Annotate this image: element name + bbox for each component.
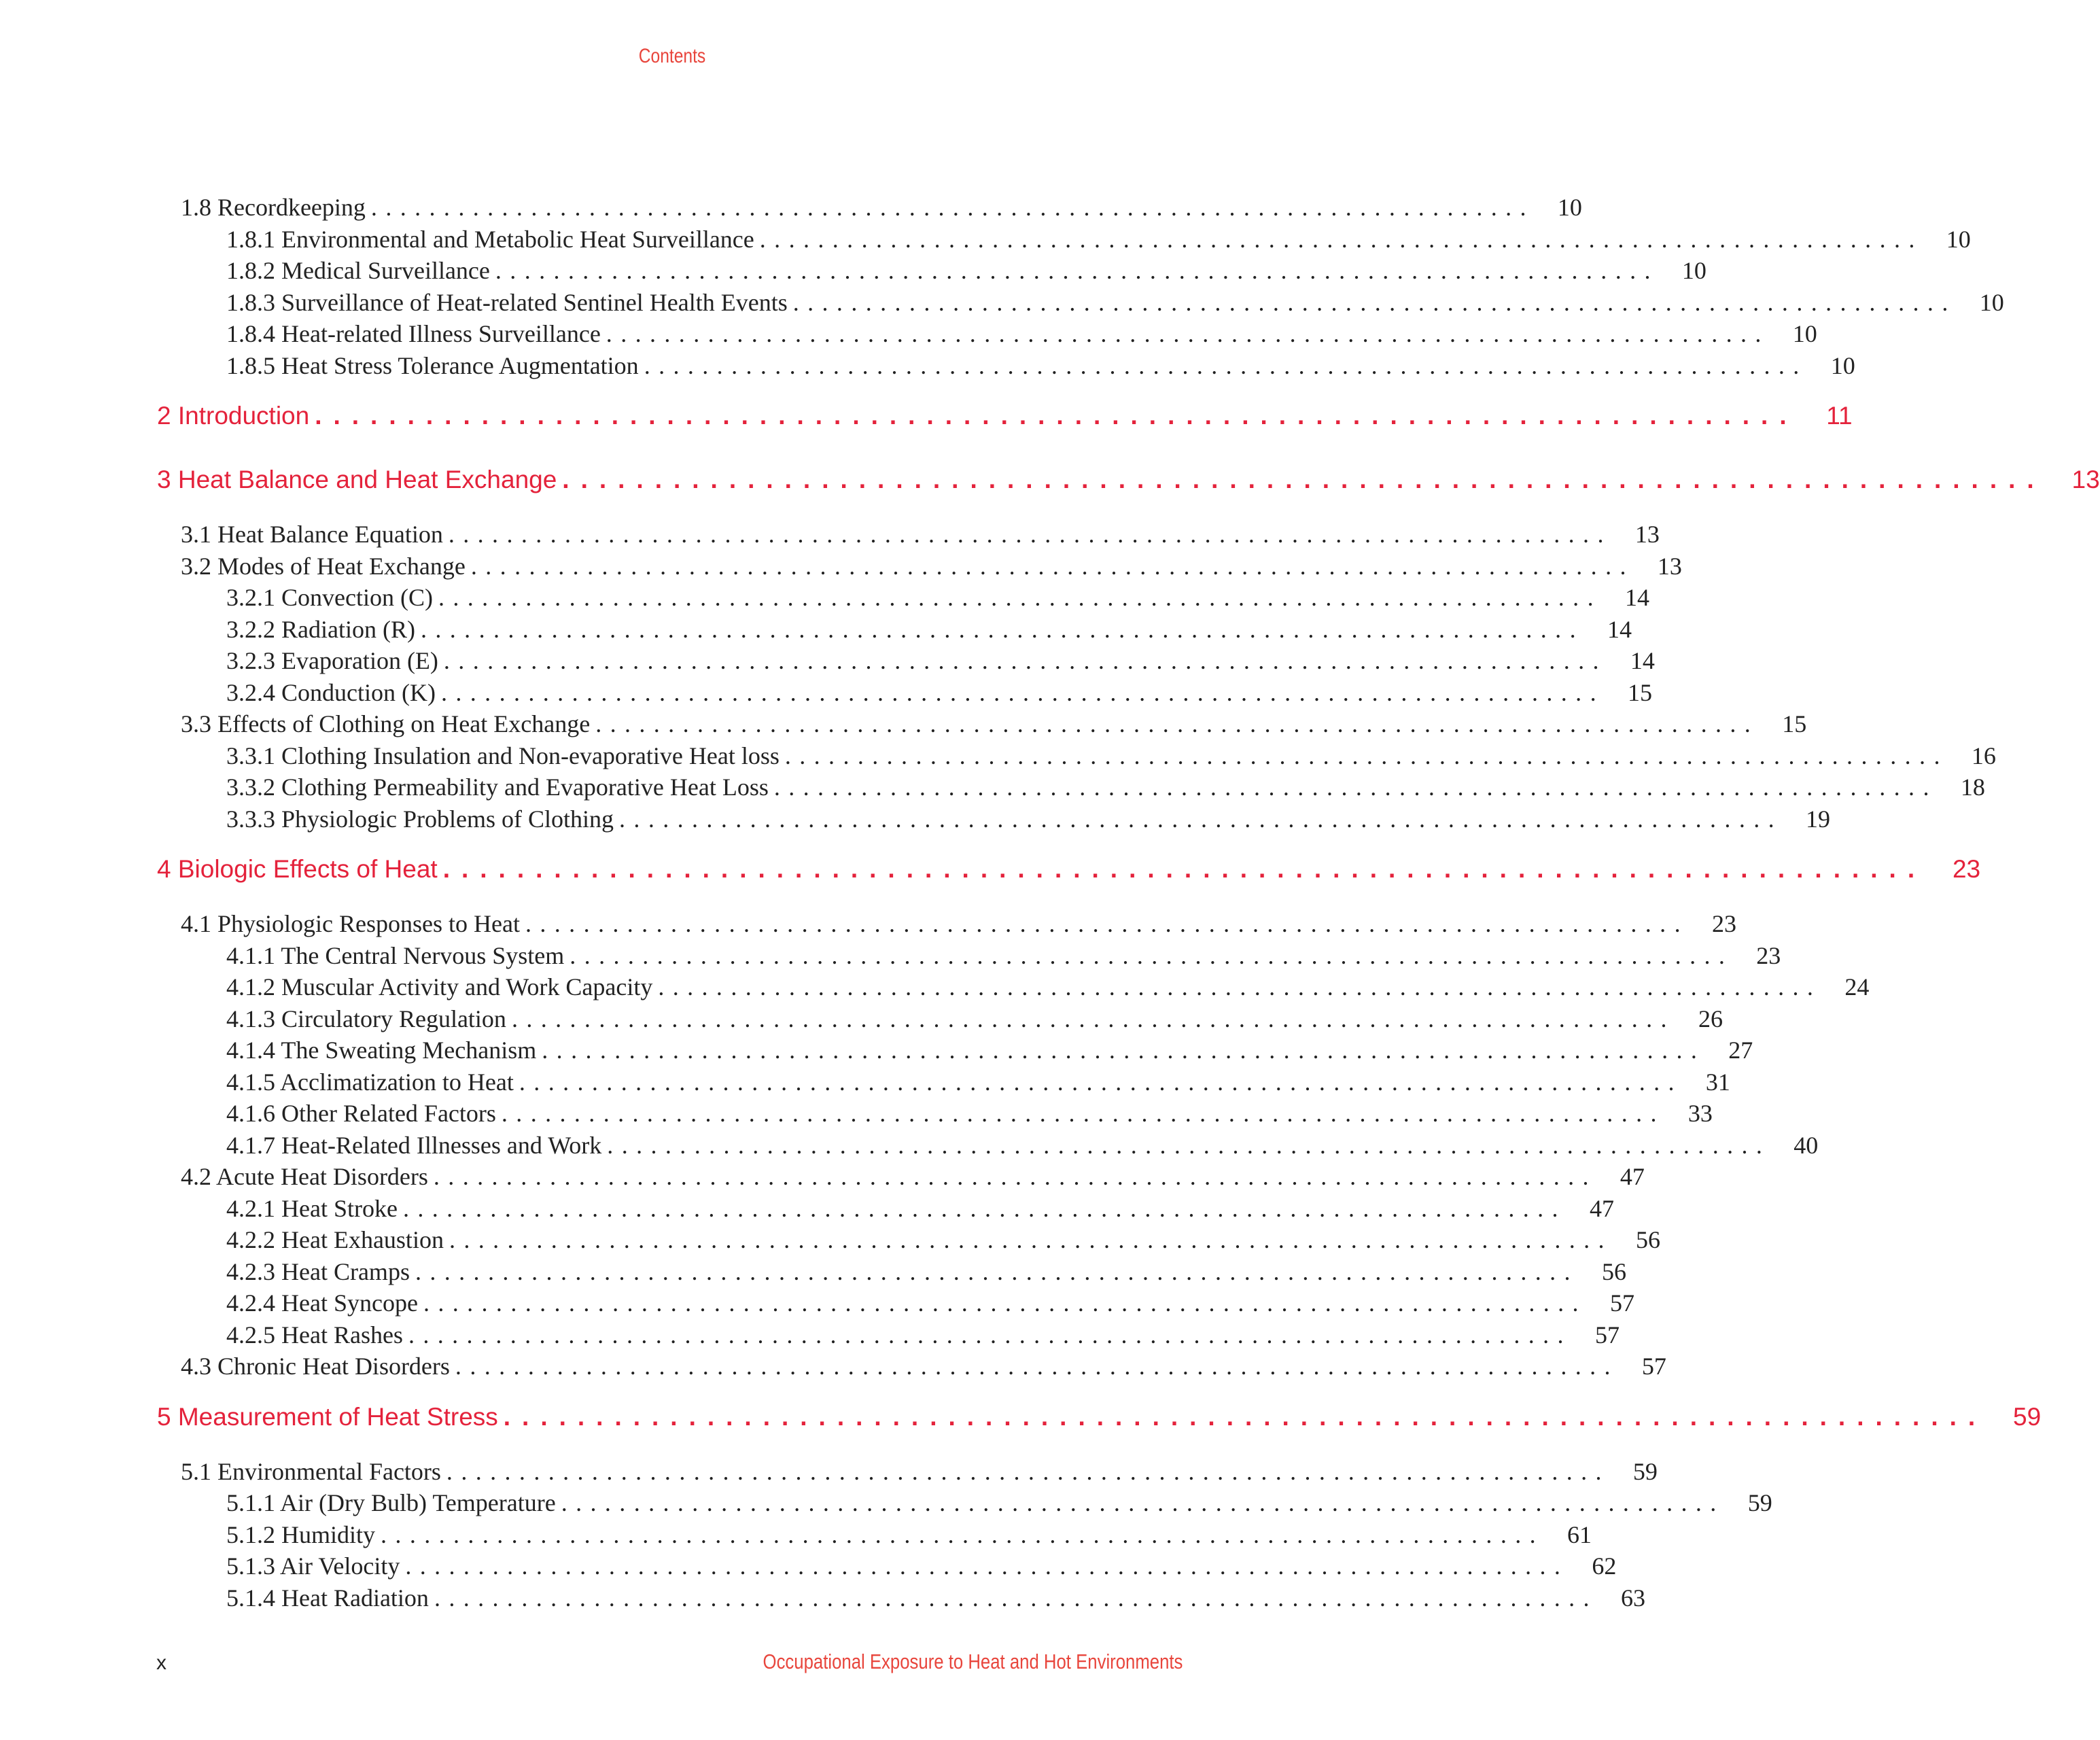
toc-entry[interactable]	[226, 773, 1985, 803]
toc-entry-title: 4.2.4 Heat Syncope	[226, 1289, 418, 1317]
toc-entry[interactable]	[226, 1552, 1617, 1582]
toc-entry-page: 61	[1567, 1520, 1592, 1548]
toc-chapter-entry[interactable]	[157, 466, 2100, 501]
toc-entry[interactable]	[226, 1194, 1614, 1224]
toc-chapter-entry[interactable]	[157, 1402, 2042, 1438]
dot-leader: ................................................................................	[438, 584, 1602, 611]
dot-leader: ................................................................................	[606, 320, 1770, 347]
toc-entry-page: 14	[1607, 615, 1632, 643]
toc-entry-page: 16	[1971, 742, 1996, 769]
toc-entry-title: 3.1 Heat Balance Equation	[181, 521, 443, 548]
dot-leader: ................................................................................	[525, 910, 1689, 937]
toc-entry-page: 63	[1620, 1584, 1645, 1612]
toc-entry-title: 1.8.1 Environmental and Metabolic Heat Surveillance	[226, 225, 754, 253]
footer-publication-title: Occupational Exposure to Heat and Hot Environments	[763, 1650, 1183, 1673]
toc-entry[interactable]	[226, 1289, 1634, 1319]
dot-leader: ................................................................................	[562, 466, 2046, 493]
toc-entry[interactable]	[181, 1162, 1645, 1192]
toc-chapter-entry[interactable]	[157, 855, 1981, 890]
toc-entry-page: 40	[1793, 1131, 1819, 1159]
toc-entry-page: 23	[1952, 855, 1981, 883]
dot-leader: ................................................................................	[644, 351, 1808, 379]
toc-entry[interactable]	[181, 552, 1682, 582]
dot-leader: ................................................................................	[423, 1289, 1587, 1317]
running-head: Contents	[638, 45, 706, 67]
toc-entry-title: 3.2.4 Conduction (K)	[226, 678, 436, 706]
toc-entry-page: 24	[1844, 973, 1870, 1000]
dot-leader: ................................................................................	[470, 552, 1634, 580]
toc-entry-page: 59	[1747, 1489, 1772, 1516]
toc-entry-page: 57	[1609, 1289, 1634, 1317]
page-number: x	[156, 1652, 167, 1674]
dot-leader: ................................................................................	[561, 1489, 1725, 1516]
dot-leader: ................................................................................	[433, 1163, 1597, 1190]
toc-entry[interactable]	[226, 583, 1649, 613]
toc-entry-page: 47	[1589, 1194, 1614, 1222]
toc-entry-page: 18	[1960, 773, 1985, 801]
toc-entry-page: 15	[1782, 710, 1807, 737]
toc-entry-title: 3.2.1 Convection (C)	[226, 584, 433, 611]
toc-entry-page: 10	[1946, 225, 1971, 253]
toc-entry-title: 1.8.5 Heat Stress Tolerance Augmentation	[226, 351, 639, 379]
toc-entry-page: 23	[1711, 910, 1736, 937]
dot-leader: ................................................................................	[759, 225, 1923, 253]
dot-leader: ................................................................................	[434, 1584, 1598, 1612]
toc-entry-title: 3.3 Effects of Clothing on Heat Exchange	[181, 710, 591, 737]
toc-entry-title: 3.3.3 Physiologic Problems of Clothing	[226, 805, 614, 833]
toc-entry[interactable]	[226, 941, 1781, 971]
dot-leader: ................................................................................	[607, 1131, 1771, 1159]
toc-entry-page: 62	[1592, 1552, 1617, 1580]
toc-entry-title: 1.8 Recordkeeping	[181, 194, 366, 221]
dot-leader: ................................................................................	[792, 288, 1957, 316]
dot-leader: ................................................................................	[408, 1321, 1572, 1348]
toc-entry-title: 3.2.2 Radiation (R)	[226, 615, 415, 643]
toc-entry-title: 4.1.4 The Sweating Mechanism	[226, 1037, 537, 1064]
toc-entry-page: 13	[1657, 552, 1682, 580]
toc-entry[interactable]	[226, 351, 1855, 381]
toc-entry-title: 4.1.1 The Central Nervous System	[226, 941, 565, 969]
dot-leader: ................................................................................	[415, 1257, 1579, 1285]
dot-leader: ................................................................................	[370, 194, 1535, 221]
toc-entry[interactable]	[181, 1352, 1666, 1382]
toc-entry[interactable]	[226, 805, 1831, 835]
toc-entry-title: 4.2.5 Heat Rashes	[226, 1321, 403, 1348]
dot-leader: ................................................................................	[448, 521, 1612, 548]
toc-entry-title: 5.1.4 Heat Radiation	[226, 1584, 429, 1612]
toc-entry[interactable]	[226, 1068, 1730, 1098]
toc-entry-title: 4.3 Chronic Heat Disorders	[181, 1353, 450, 1380]
toc-entry[interactable]	[226, 225, 1971, 255]
toc-entry-page: 47	[1620, 1163, 1645, 1190]
dot-leader: ................................................................................	[440, 678, 1605, 706]
dot-leader: ................................................................................	[455, 1353, 1619, 1380]
toc-entry-page: 59	[2013, 1402, 2042, 1431]
toc-entry-page: 26	[1698, 1005, 1723, 1032]
toc-entry-title: 4.2.3 Heat Cramps	[226, 1257, 410, 1285]
toc-entry-title: 3.3.1 Clothing Insulation and Non-evaporative Heat loss	[226, 742, 780, 769]
toc-entry-title: 4.1.6 Other Related Factors	[226, 1100, 496, 1127]
toc-entry[interactable]	[226, 1131, 1819, 1161]
toc-entry[interactable]	[181, 710, 1807, 740]
dot-leader: ................................................................................	[315, 402, 1798, 430]
dot-leader: ................................................................................	[773, 773, 1938, 801]
toc-entry-title: 5 Measurement of Heat Stress	[157, 1402, 498, 1431]
dot-leader: ................................................................................	[501, 1100, 1665, 1127]
toc-entry[interactable]	[226, 1584, 1645, 1614]
toc-chapter-entry[interactable]	[157, 402, 1853, 437]
dot-leader: ................................................................................	[511, 1005, 1675, 1032]
toc-entry-title: 3.2.3 Evaporation (E)	[226, 647, 438, 674]
toc-entry-title: 4.1.3 Circulatory Regulation	[226, 1005, 506, 1032]
toc-entry-page: 57	[1594, 1321, 1620, 1348]
dot-leader: ................................................................................	[503, 1402, 1987, 1431]
toc-entry[interactable]	[226, 1321, 1620, 1351]
toc-entry[interactable]	[181, 909, 1736, 939]
toc-entry-title: 3.3.2 Clothing Permeability and Evaporative Heat Loss	[226, 773, 769, 801]
toc-entry[interactable]	[226, 1520, 1592, 1550]
dot-leader: ................................................................................	[381, 1520, 1545, 1548]
dot-leader: ................................................................................	[519, 1068, 1683, 1096]
toc-entry-title: 2 Introduction	[157, 402, 310, 430]
toc-entry-page: 13	[2071, 466, 2100, 493]
toc-entry-page: 59	[1632, 1457, 1658, 1485]
dot-leader: ................................................................................	[449, 1226, 1613, 1253]
toc-entry[interactable]	[226, 1099, 1713, 1129]
toc-entry-title: 5.1.2 Humidity	[226, 1520, 376, 1548]
toc-entry[interactable]	[226, 288, 2004, 318]
dot-leader: ................................................................................	[658, 973, 1822, 1000]
dot-leader: ................................................................................	[495, 257, 1659, 284]
toc-entry-page: 56	[1601, 1257, 1626, 1285]
toc-entry-page: 31	[1705, 1068, 1730, 1096]
toc-entry-title: 1.8.3 Surveillance of Heat-related Sentinel Health Events	[226, 288, 788, 316]
toc-entry-page: 19	[1806, 805, 1831, 833]
dot-leader: ................................................................................	[420, 615, 1584, 643]
toc-entry-title: 1.8.2 Medical Surveillance	[226, 257, 490, 284]
toc-entry-page: 27	[1728, 1037, 1753, 1064]
toc-entry-title: 3 Heat Balance and Heat Exchange	[157, 466, 557, 493]
dot-leader: ................................................................................	[570, 941, 1734, 969]
toc-entry[interactable]	[226, 646, 1655, 676]
toc-entry-page: 11	[1826, 402, 1853, 430]
dot-leader: ................................................................................	[595, 710, 1760, 737]
toc-entry[interactable]	[226, 319, 1817, 349]
toc-entry[interactable]	[226, 742, 1996, 771]
toc-entry-page: 57	[1641, 1353, 1666, 1380]
toc-entry-page: 10	[1681, 257, 1707, 284]
toc-entry[interactable]	[226, 678, 1652, 708]
toc-entry-page: 13	[1634, 521, 1660, 548]
toc-entry-page: 10	[1557, 194, 1582, 221]
toc-entry-page: 14	[1624, 584, 1649, 611]
toc-entry[interactable]	[226, 1489, 1772, 1518]
toc-entry-title: 5.1.1 Air (Dry Bulb) Temperature	[226, 1489, 556, 1516]
toc-entry-page: 56	[1635, 1226, 1660, 1253]
toc-entry[interactable]	[181, 193, 1582, 223]
toc-entry-title: 1.8.4 Heat-related Illness Surveillance	[226, 320, 601, 347]
toc-entry-title: 4.2.1 Heat Stroke	[226, 1194, 398, 1222]
toc-entry-page: 33	[1687, 1100, 1713, 1127]
toc-entry-title: 5.1.3 Air Velocity	[226, 1552, 400, 1580]
toc-entry[interactable]	[226, 1036, 1753, 1066]
dot-leader: ................................................................................	[405, 1552, 1569, 1580]
toc-entry[interactable]	[226, 1225, 1660, 1255]
toc-entry[interactable]	[181, 1457, 1658, 1487]
toc-entry-title: 4.1.7 Heat-Related Illnesses and Work	[226, 1131, 602, 1159]
toc-entry-title: 3.2 Modes of Heat Exchange	[181, 552, 466, 580]
dot-leader: ................................................................................	[443, 647, 1607, 674]
toc-entry[interactable]	[226, 1257, 1626, 1287]
dot-leader: ................................................................................	[542, 1037, 1706, 1064]
toc-entry-page: 23	[1756, 941, 1781, 969]
toc-entry-page: 10	[1979, 288, 2004, 316]
toc-entry[interactable]	[226, 1005, 1723, 1034]
toc-entry-page: 14	[1630, 647, 1655, 674]
toc-entry-page: 15	[1627, 678, 1652, 706]
toc-entry-title: 5.1 Environmental Factors	[181, 1457, 441, 1485]
dot-leader: ................................................................................	[784, 742, 1948, 769]
toc-entry-page: 10	[1830, 351, 1855, 379]
toc-entry[interactable]	[181, 520, 1660, 550]
toc-entry-page: 10	[1792, 320, 1817, 347]
dot-leader: ................................................................................	[402, 1194, 1567, 1222]
dot-leader: ................................................................................	[619, 805, 1783, 833]
toc-entry-title: 4.1.2 Muscular Activity and Work Capacity	[226, 973, 653, 1000]
toc-entry-title: 4.1 Physiologic Responses to Heat	[181, 910, 520, 937]
toc-entry-title: 4.1.5 Acclimatization to Heat	[226, 1068, 514, 1096]
dot-leader: ................................................................................	[446, 1457, 1610, 1485]
toc-entry[interactable]	[226, 973, 1870, 1003]
toc-entry[interactable]	[226, 615, 1632, 645]
toc-entry[interactable]	[226, 256, 1707, 286]
toc-entry-title: 4.2 Acute Heat Disorders	[181, 1163, 428, 1190]
toc-entry-title: 4.2.2 Heat Exhaustion	[226, 1226, 444, 1253]
toc-entry-title: 4 Biologic Effects of Heat	[157, 855, 438, 883]
dot-leader: ................................................................................	[442, 855, 1927, 883]
